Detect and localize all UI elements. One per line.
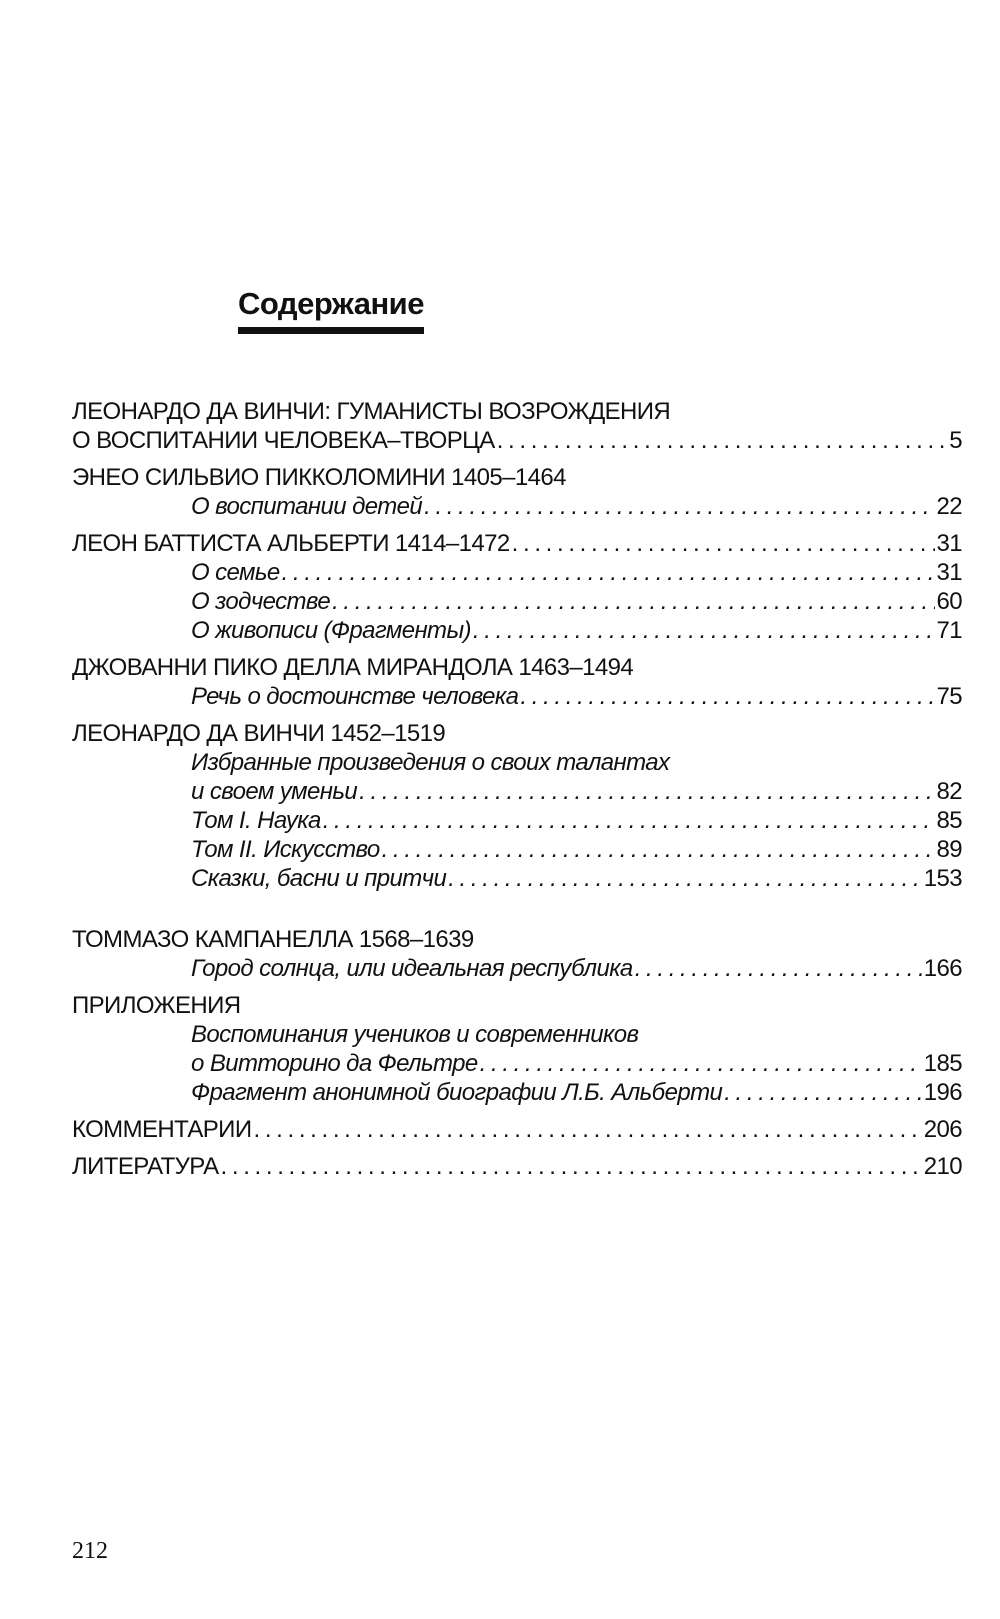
toc-entry-label: О живописи (Фрагменты) [191, 617, 471, 644]
toc-section [72, 653, 962, 711]
toc-heading: ПРИЛОЖЕНИЯ [72, 992, 241, 1019]
leader-dots [724, 1078, 922, 1107]
page-number: 89 [936, 836, 962, 863]
page-number: 210 [923, 1153, 962, 1180]
toc-entry[interactable] [72, 777, 962, 806]
leader-dots [448, 864, 922, 893]
toc-heading-line [72, 463, 962, 492]
page-number: 31 [936, 559, 962, 586]
leader-dots [635, 954, 922, 983]
toc-entry-label: Город солнца, или идеальная республика [191, 955, 633, 982]
toc-heading: ДЖОВАННИ ПИКО ДЕЛЛА МИРАНДОЛА 1463–1494 [72, 654, 634, 681]
toc-heading-line [72, 653, 962, 682]
toc-entry-label: Воспоминания учеников и современников [191, 1021, 639, 1048]
toc-entry[interactable] [72, 1049, 962, 1078]
toc-entry[interactable] [72, 835, 962, 864]
toc-entry[interactable] [72, 616, 962, 645]
toc-section [72, 991, 962, 1107]
toc-heading: ЭНЕО СИЛЬВИО ПИККОЛОМИНИ 1405–1464 [72, 464, 566, 491]
page-number: 82 [936, 778, 962, 805]
toc-section [72, 397, 962, 455]
section-gap [72, 901, 962, 925]
toc-entry[interactable] [72, 1078, 962, 1107]
toc-heading-line [72, 925, 962, 954]
folio-page-number: 212 [72, 1538, 108, 1564]
toc-section [72, 1152, 962, 1181]
leader-dots [424, 492, 934, 521]
toc-entry[interactable] [72, 492, 962, 521]
toc-entry[interactable] [72, 1152, 962, 1181]
page-number: 22 [936, 493, 962, 520]
toc-entry-line [72, 1020, 962, 1049]
page-number: 5 [949, 427, 962, 454]
leader-dots [253, 1115, 921, 1144]
toc-entry[interactable] [72, 1115, 962, 1144]
table-of-contents [72, 397, 962, 1189]
toc-entry-label: Фрагмент анонимной биографии Л.Б. Альберти [191, 1079, 723, 1106]
toc-entry-label: Том II. Искусство [191, 836, 380, 863]
toc-heading: ЛЕОНАРДО ДА ВИНЧИ: ГУМАНИСТЫ ВОЗРОЖДЕНИЯ [72, 398, 671, 425]
page-number: 196 [923, 1079, 962, 1106]
toc-section [72, 529, 962, 645]
toc-entry[interactable] [72, 587, 962, 616]
toc-heading-line [72, 397, 962, 426]
toc-entry[interactable] [72, 682, 962, 711]
toc-entry-label: о Витторино да Фельтре [191, 1050, 478, 1077]
leader-dots [332, 587, 934, 616]
toc-title-wrap [238, 287, 424, 334]
toc-section [72, 1115, 962, 1144]
leader-dots [323, 806, 935, 835]
page-number: 185 [923, 1050, 962, 1077]
leader-dots [512, 529, 935, 558]
toc-section [72, 719, 962, 893]
page-number: 166 [923, 955, 962, 982]
leader-dots [520, 682, 934, 711]
leader-dots [473, 616, 935, 645]
toc-heading: ТОММАЗО КАМПАНЕЛЛА 1568–1639 [72, 926, 474, 953]
toc-heading-line [72, 991, 962, 1020]
leader-dots [480, 1049, 922, 1078]
toc-entry-label: О воспитании детей [191, 493, 423, 520]
toc-entry-label: Том I. Наука [191, 807, 321, 834]
leader-dots [382, 835, 935, 864]
leader-dots [497, 426, 948, 455]
leader-dots [282, 558, 935, 587]
toc-heading: ЛИТЕРАТУРА [72, 1153, 219, 1180]
toc-entry-label: О семье [191, 559, 280, 586]
toc-entry-label: Речь о достоинстве человека [191, 683, 519, 710]
page-number: 60 [936, 588, 962, 615]
page-title: Содержание [238, 287, 424, 334]
toc-entry-line [72, 748, 962, 777]
page-number: 71 [936, 617, 962, 644]
page-number: 85 [936, 807, 962, 834]
toc-entry[interactable] [72, 529, 962, 558]
toc-heading-line [72, 719, 962, 748]
toc-heading: ЛЕОН БАТТИСТА АЛЬБЕРТИ 1414–1472 [72, 530, 510, 557]
toc-heading: О ВОСПИТАНИИ ЧЕЛОВЕКА–ТВОРЦА [72, 427, 495, 454]
toc-entry[interactable] [72, 864, 962, 893]
page-number: 31 [936, 530, 962, 557]
toc-section [72, 463, 962, 521]
page-number: 206 [923, 1116, 962, 1143]
toc-entry-label: О зодчестве [191, 588, 331, 615]
toc-entry[interactable] [72, 806, 962, 835]
toc-entry-label: Избранные произведения о своих талантах [191, 749, 670, 776]
toc-section [72, 925, 962, 983]
page-number: 153 [923, 865, 962, 892]
toc-heading: ЛЕОНАРДО ДА ВИНЧИ 1452–1519 [72, 720, 446, 747]
toc-entry-label: и своем уменьи [191, 778, 358, 805]
toc-entry[interactable] [72, 558, 962, 587]
leader-dots [221, 1152, 922, 1181]
toc-entry[interactable] [72, 426, 962, 455]
leader-dots [359, 777, 934, 806]
page-number: 75 [936, 683, 962, 710]
toc-entry-label: Сказки, басни и притчи [191, 865, 447, 892]
toc-heading: КОММЕНТАРИИ [72, 1116, 252, 1143]
toc-entry[interactable] [72, 954, 962, 983]
